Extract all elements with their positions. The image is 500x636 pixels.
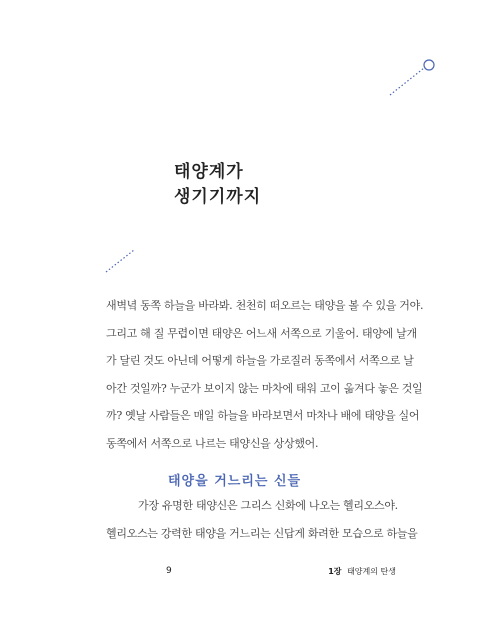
text-line: 아간 것일까? 누군가 보이지 않는 마차에 태워 고이 옮겨다 놓은 것일	[106, 381, 423, 395]
chapter-title-line-2: 생기기까지	[174, 187, 262, 207]
dotted-line-decoration	[104, 248, 136, 274]
body-paragraph-1	[106, 292, 424, 457]
text-line: 동쪽에서 서쪽으로 나르는 태양신을 상상했어.	[106, 436, 319, 450]
section-heading: 태양을 거느리는 신들	[168, 474, 302, 489]
text-line: 가 달린 것도 아닌데 어떻게 하늘을 가로질러 동쪽에서 서쪽으로 날	[106, 354, 414, 367]
text-line: 그리고 해 질 무렵이면 태양은 어느새 서쪽으로 기울어. 태양에 날개	[106, 326, 417, 340]
running-footer	[328, 566, 396, 577]
text-line: 새벽녘 동쪽 하늘을 바라봐. 천천히 떠오르는 태양을 볼 수 있을 거야.	[106, 299, 424, 312]
body-paragraph-2	[106, 492, 418, 547]
chapter-title	[174, 160, 261, 210]
chapter-title-line-1: 태양계가	[174, 162, 244, 182]
page-number: 9	[166, 566, 172, 576]
dotted-line-circle-decoration	[388, 58, 438, 98]
text-line: 헬리오스는 강력한 태양을 거느리는 신답게 화려한 모습으로 하늘을	[106, 526, 418, 540]
chapter-number: 1장	[328, 567, 342, 576]
chapter-name: 태양계의 탄생	[347, 567, 396, 576]
text-line: 까? 옛날 사람들은 매일 하늘을 바라보면서 마차나 배에 태양을 실어	[106, 409, 420, 422]
text-line: 가장 유명한 태양신은 그리스 신화에 나오는 헬리오스야.	[138, 499, 398, 512]
